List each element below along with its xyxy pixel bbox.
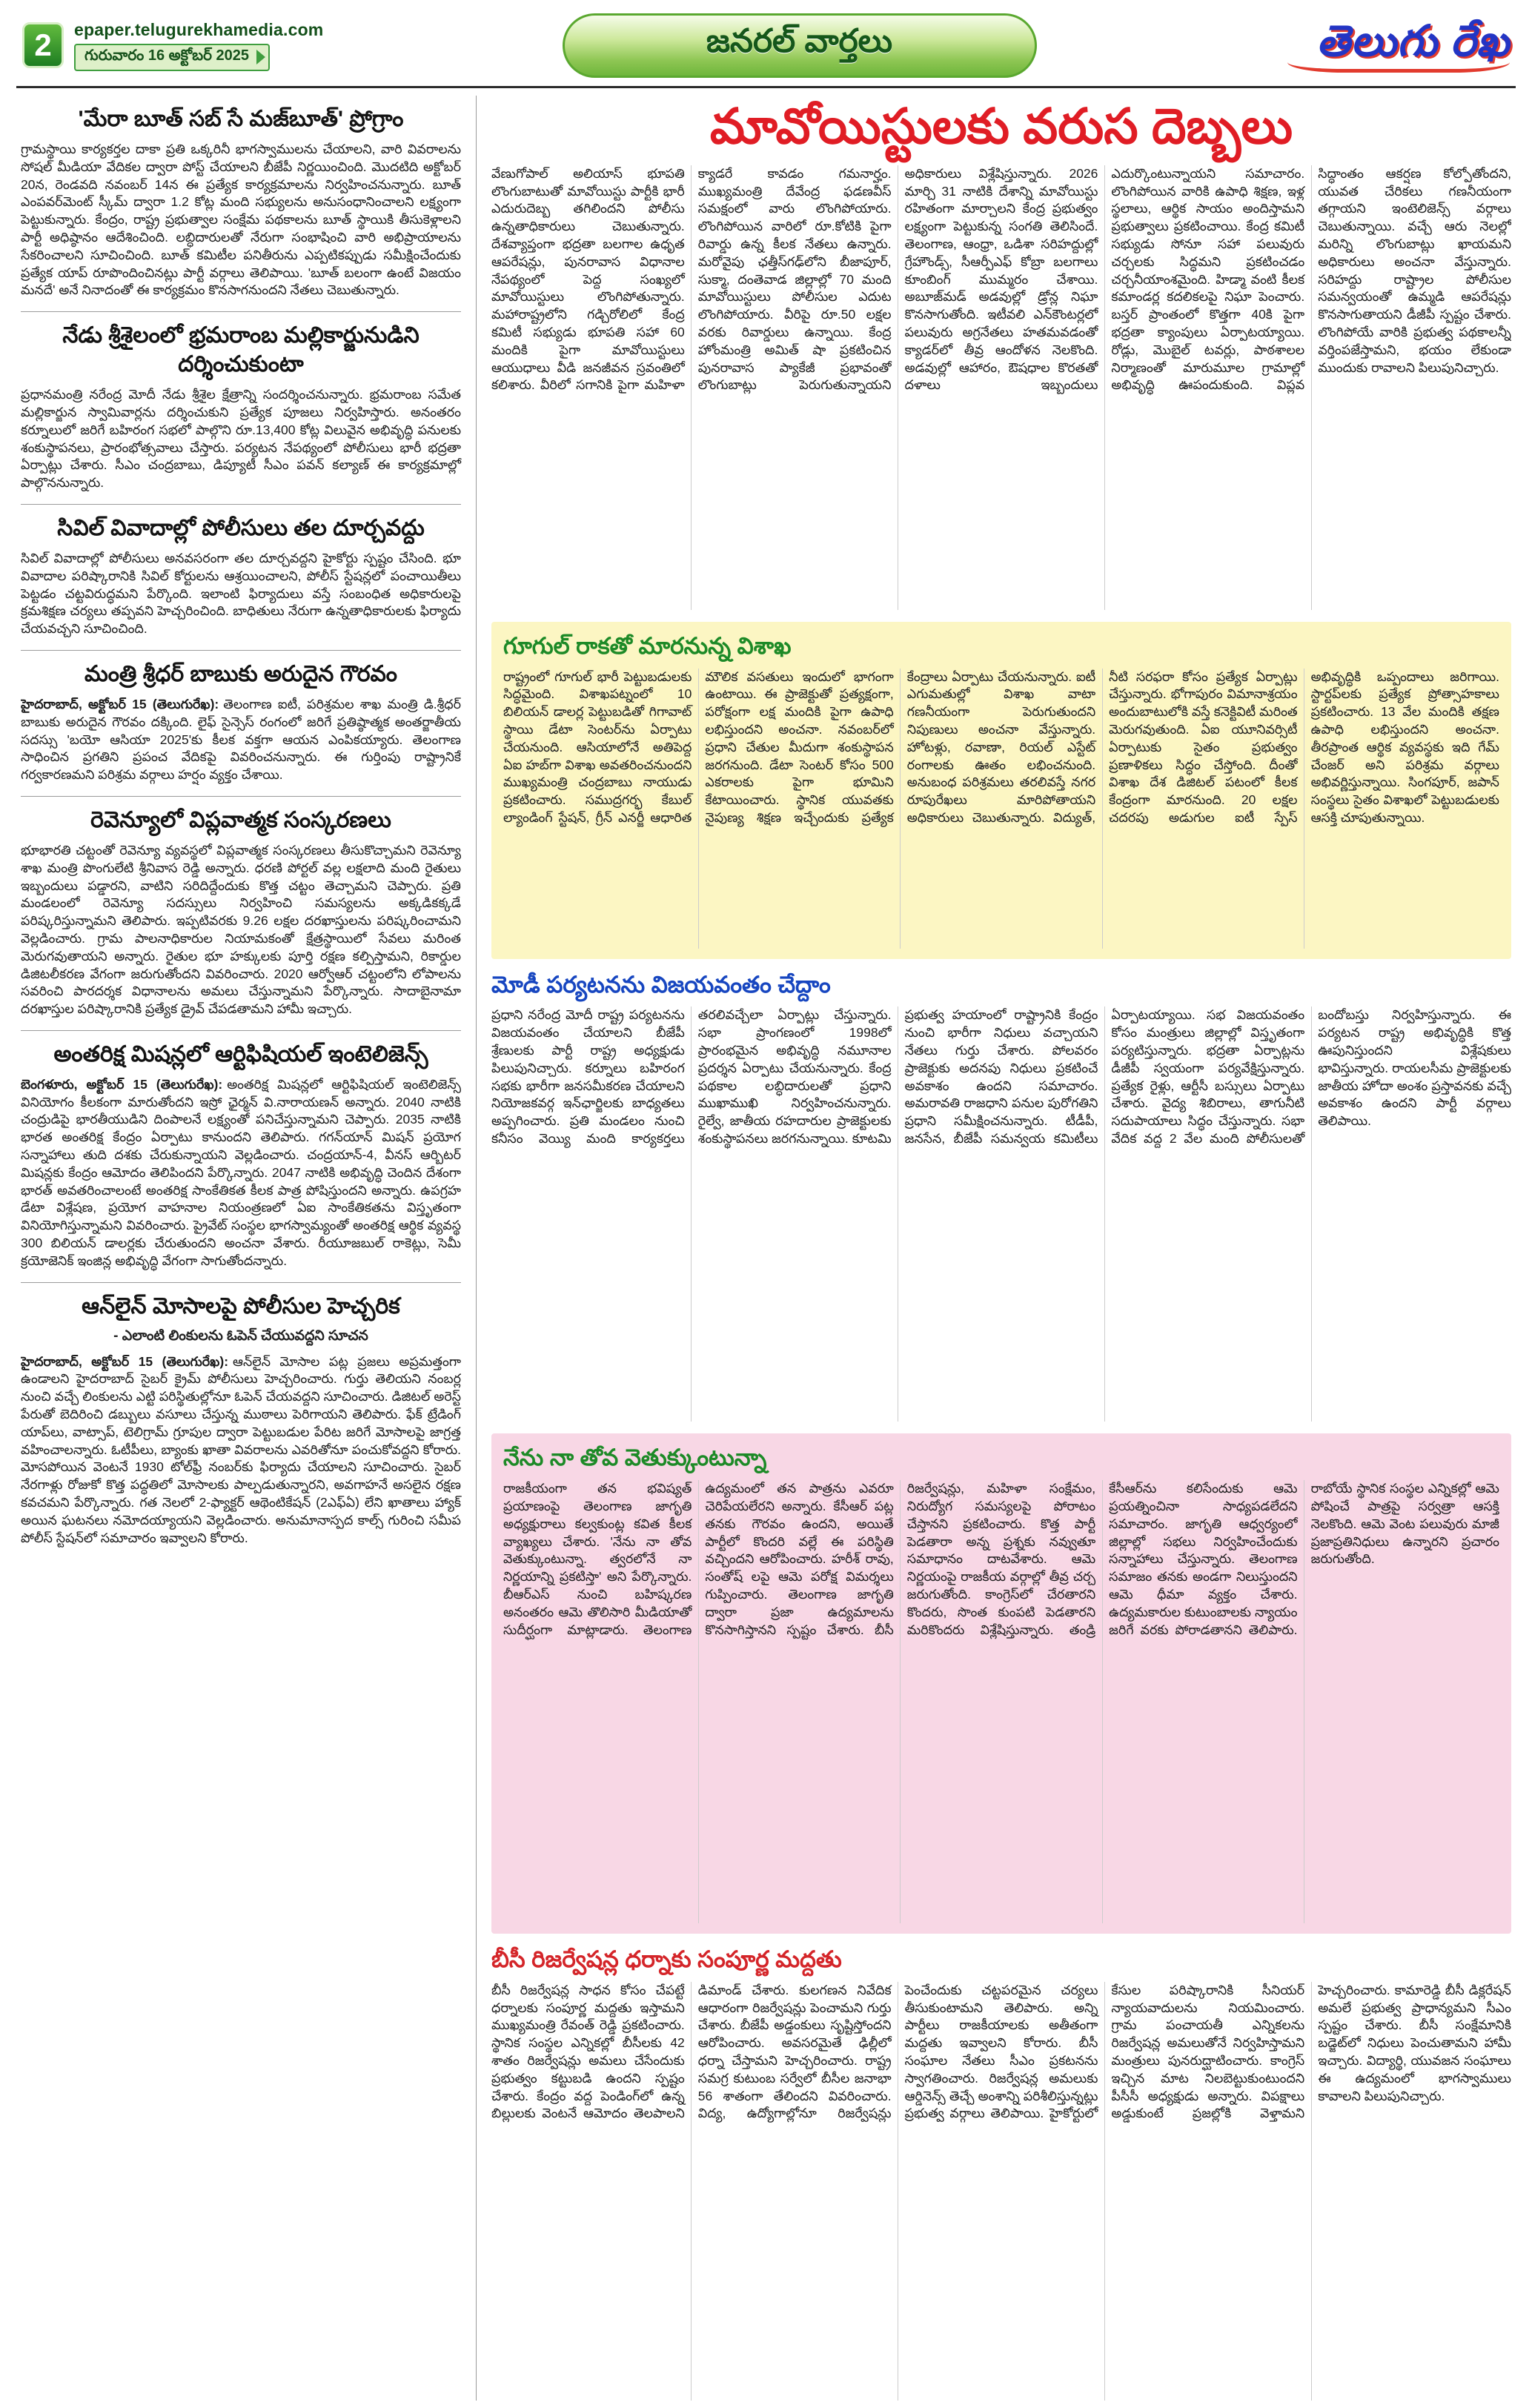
page-number-badge: 2 (22, 22, 64, 68)
article-dateline: హైదరాబాద్, అక్టోబర్ 15 (తెలుగురేఖ): (21, 696, 219, 712)
google-visakha-section (491, 622, 1511, 959)
article-text: అంతరిక్ష మిషన్లలో ఆర్టిఫిషియల్ ఇంటెలిజెన్స్ వినియోగం కీలకంగా మారుతోందని ఇస్రో ఛైర్మన్ వి.నారాయణన్ అన్నారు. 2040 నాటికి చంద్రుడిపై భారతీయుడిని దింపాలనే లక్ష్యంతో పనిచేస్తున్నామని చెప్పారు. 2035 నాటికి భారత అంతరిక్ష కేంద్రం ఏర్పాటు కానుందని తెలిపారు. గగన్‌యాన్ మిషన్ ప్రయోగ సన్నాహాలు తుది దశకు చేరుకున్నాయని వెల్లడించారు. చంద్రయాన్-4, వీనస్ ఆర్బిటర్ మిషన్లకు కేంద్రం ఆమోదం తెలిపిందని పేర్కొన్నారు. 2047 నాటికి అభివృద్ధి చెందిన దేశంగా భారత్ అవతరించాలంటే అంతరిక్ష సాంకేతికత కీలక పాత్ర పోషిస్తుందని అన్నారు. ఉపగ్రహ డేటా విశ్లేషణ, ప్రయోగ వాహనాల నియంత్రణలో ఏఐ సాంకేతికతను విస్తృతంగా వినియోగిస్తున్నామని వివరించారు. ప్రైవేట్ సంస్థల భాగస్వామ్యంతో అంతరిక్ష ఆర్థిక వ్యవస్థ 300 బిలియన్ డాలర్లకు చేరుతుందని అంచనా వేశారు. రీయూజబుల్ రాకెట్లు, సెమీ క్రయోజెనిక్ ఇంజిన్ల అభివృద్ధి వేగంగా సాగుతోందన్నారు. (21, 1076, 461, 1268)
article-subtitle: - ఎలాంటి లింకులను ఓపెన్ చేయువద్దని సూచన (113, 1327, 368, 1344)
article-text: సివిల్ వివాదాల్లో పోలీసులు అనవసరంగా తల దూర్చవద్దని హైకోర్టు స్పష్టం చేసింది. భూ వివాదాల పరిష్కారానికి సివిల్ కోర్టులను ఆశ్రయించాలని, పోలీస్ స్టేషన్లలో పంచాయితీలు పెట్టడం చట్టవిరుద్ధమని పేర్కొంది. ఇలాంటి ఫిర్యాదులు వస్తే సంబంధిత అధికారులపై క్రమశిక్షణ చర్యలు తప్పవని హెచ్చరించింది. బాధితులు నేరుగా ఉన్నతాధికారులకు ఫిర్యాదు చేయవచ్చని సూచించింది. (21, 550, 461, 637)
article-text: ప్రధానమంత్రి నరేంద్ర మోదీ నేడు శ్రీశైల క్షేత్రాన్ని సందర్శించనున్నారు. భ్రమరాంబ సమేత మల్లికార్జున స్వామివార్లను దర్శించుకుని ప్రత్యేక పూజలు నిర్వహిస్తారు. అనంతరం కర్నూలులో జరిగే బహిరంగ సభలో పాల్గొని రూ.13,400 కోట్ల విలువైన అభివృద్ధి పనులకు శంకుస్థాపనలు, ప్రారంభోత్సవాలు చేస్తారు. పర్యటన నేపథ్యంలో పోలీసులు భారీ భద్రతా ఏర్పాట్లు చేశారు. సీఎం చంద్రబాబు, డిప్యూటీ సీఎం పవన్ కల్యాణ్ ఈ కార్యక్రమాల్లో పాల్గొననున్నారు. (21, 387, 461, 491)
article-body (21, 550, 461, 638)
left-article (21, 1283, 461, 1559)
google-visakha-text: రాష్ట్రంలో గూగుల్ భారీ పెట్టుబడులకు సిద్ధమైంది. విశాఖపట్నంలో 10 బిలియన్ డాలర్ల పెట్టుబడితో గిగావాట్ స్థాయి డేటా సెంటర్‌ను ఏర్పాటు చేయనుంది. ఆసియాలోనే అతిపెద్ద ఏఐ హబ్‌గా విశాఖ అవతరించనుందని ముఖ్యమంత్రి చంద్రబాబు నాయుడు ప్రకటించారు. సముద్రగర్భ కేబుల్ ల్యాండింగ్ స్టేషన్, గ్రీన్ ఎనర్జీ ఆధారిత మౌలిక వసతులు ఇందులో భాగంగా ఉంటాయి. ఈ ప్రాజెక్టుతో ప్రత్యక్షంగా, పరోక్షంగా లక్ష మందికి పైగా ఉపాధి లభిస్తుందని అంచనా. నవంబర్‌లో ప్రధాని చేతుల మీదుగా శంకుస్థాపన జరగనుంది. డేటా సెంటర్ కోసం 500 ఎకరాలకు పైగా భూమిని కేటాయించారు. స్థానిక యువతకు నైపుణ్య శిక్షణ ఇచ్చేందుకు ప్రత్యేక కేంద్రాలు ఏర్పాటు చేయనున్నారు. ఐటీ ఎగుమతుల్లో విశాఖ వాటా గణనీయంగా పెరుగుతుందని నిపుణులు అంచనా వేస్తున్నారు. హోటళ్లు, రవాణా, రియల్ ఎస్టేట్ రంగాలకు ఊతం లభించనుంది. అనుబంధ పరిశ్రమలు తరలివస్తే నగర రూపురేఖలు మారిపోతాయని అధికారులు చెబుతున్నారు. విద్యుత్, నీటి సరఫరా కోసం ప్రత్యేక ఏర్పాట్లు చేస్తున్నారు. భోగాపురం విమానాశ్రయం అందుబాటులోకి వస్తే కనెక్టివిటీ మరింత మెరుగవుతుంది. ఏఐ యూనివర్సిటీ ఏర్పాటుకు సైతం ప్రభుత్వం ప్రణాళికలు సిద్ధం చేస్తోంది. దీంతో విశాఖ దేశ డిజిటల్ పటంలో కీలక కేంద్రంగా మారనుంది. 20 లక్షల చదరపు అడుగుల ఐటీ స్పేస్ అభివృద్ధికి ఒప్పందాలు జరిగాయి. స్టార్టప్‌లకు ప్రత్యేక ప్రోత్సాహకాలు ప్రకటించారు. 13 వేల మందికి తక్షణ ఉపాధి లభిస్తుందని అంచనా. తీరప్రాంత ఆర్థిక వ్యవస్థకు ఇది గేమ్ చేంజర్ అని పరిశ్రమ వర్గాలు అభివర్ణిస్తున్నాయి. సింగపూర్, జపాన్ సంస్థలు సైతం విశాఖలో పెట్టుబడులకు ఆసక్తి చూపుతున్నాయి. (503, 669, 1499, 826)
article-text: ఆన్‌లైన్ మోసాల పట్ల ప్రజలు అప్రమత్తంగా ఉండాలని హైదరాబాద్ సైబర్ క్రైమ్ పోలీసులు హెచ్చరించారు. గుర్తు తెలియని నంబర్ల నుంచి వచ్చే లింకులను ఎట్టి పరిస్థితుల్లోనూ ఓపెన్ చేయవద్దని సూచించారు. డిజిటల్ అరెస్ట్ పేరుతో బెదిరించి డబ్బులు వసూలు చేస్తున్న ముఠాలు పెరిగాయని తెలిపారు. ఫేక్ ట్రేడింగ్ యాప్‌లు, వాట్సాప్, టెలిగ్రామ్ గ్రూపుల ద్వారా పెట్టుబడుల పేరిట జరిగే మోసాలపై జాగ్రత్త వహించాలన్నారు. ఓటీపీలు, బ్యాంకు ఖాతా వివరాలను ఎవరితోనూ పంచుకోవద్దని కోరారు. మోసపోయిన వెంటనే 1930 టోల్‌ఫ్రీ నంబర్‌కు ఫిర్యాదు చేయాలని సూచించారు. సైబర్ నేరగాళ్లు రోజుకో కొత్త పద్ధతిలో మోసాలకు పాల్పడుతున్నారని, అవగాహనే అసలైన రక్షణ కవచమని పేర్కొన్నారు. గత నెలలో 2-ఫ్యాక్టర్ ఆథెంటికేషన్ (2ఎఫ్ఏ) లేని ఖాతాలు హ్యాక్ అయిన ఘటనలు నమోదయ్యాయని వెల్లడించారు. అనుమానాస్పద కాల్స్ గురించి సమీప పోలీస్ స్టేషన్‌లో సమాచారం ఇవ్వాలని కోరారు. (21, 1353, 461, 1545)
bc-reservation-section (491, 1946, 1511, 2401)
article-headline: నేడు శ్రీశైలంలో భ్రమరాంబ మల్లికార్జునుడిని దర్శించుకుంటా (62, 323, 420, 377)
left-article (21, 797, 461, 1031)
lead-headline: మావోయిస్టులకు వరుస దెబ్బలు (709, 99, 1293, 153)
section-banner (563, 13, 1037, 78)
article-text: భూభారతి చట్టంతో రెవెన్యూ వ్యవస్థలో విప్లవాత్మక సంస్కరణలు తీసుకొచ్చామని రెవెన్యూ శాఖ మంత్రి పొంగులేటి శ్రీనివాస రెడ్డి అన్నారు. ధరణి పోర్టల్ వల్ల లక్షలాది మంది రైతులు ఇబ్బందులు పడ్డారని, వాటిని సరిదిద్దేందుకు కొత్త చట్టం తెచ్చామని చెప్పారు. ప్రతి మండలంలో రెవెన్యూ సదస్సులు నిర్వహించి సమస్యలను అక్కడికక్కడే పరిష్కరిస్తున్నామని తెలిపారు. ఇప్పటివరకు 9.26 లక్షల దరఖాస్తులను పరిష్కరించామని వెల్లడించారు. గ్రామ పాలనాధికారుల నియామకంతో క్షేత్రస్థాయిలో సేవలు మరింత మెరుగవుతాయని అన్నారు. రైతుల భూ హక్కులకు పూర్తి రక్షణ కల్పిస్తామని, రికార్డుల డిజిటలీకరణ వేగంగా జరుగుతోందని వివరించారు. 2020 ఆర్వోఆర్ చట్టంలోని లోపాలను సవరించి పారదర్శక విధానాలను అమలు చేస్తున్నామని పేర్కొన్నారు. సాదాబైనామా దరఖాస్తుల పరిష్కారానికి ప్రత్యేక డ్రైవ్ చేపడతామని హామీ ఇచ్చారు. (21, 842, 461, 1017)
left-article (21, 505, 461, 651)
article-body (21, 141, 461, 299)
kavitha-section (491, 1433, 1511, 1934)
main-column (477, 96, 1511, 2401)
kavitha-text: రాజకీయంగా తన భవిష్యత్ ప్రయాణంపై తెలంగాణ జాగృతి అధ్యక్షురాలు కల్వకుంట్ల కవిత కీలక వ్యాఖ్యలు చేశారు. 'నేను నా తోవ వెతుక్కుంటున్నా. త్వరలోనే నా నిర్ణయాన్ని ప్రకటిస్తా' అని పేర్కొన్నారు. బీఆర్ఎస్ నుంచి బహిష్కరణ అనంతరం ఆమె తొలిసారి మీడియాతో సుదీర్ఘంగా మాట్లాడారు. తెలంగాణ ఉద్యమంలో తన పాత్రను ఎవరూ చెరిపేయలేరని అన్నారు. కేసీఆర్ పట్ల తనకు గౌరవం ఉందని, అయితే పార్టీలో కొందరి వల్లే ఈ పరిస్థితి వచ్చిందని ఆరోపించారు. హరీశ్ రావు, సంతోష్ లపై ఆమె పరోక్ష విమర్శలు గుప్పించారు. తెలంగాణ జాగృతి ద్వారా ప్రజా ఉద్యమాలను కొనసాగిస్తానని స్పష్టం చేశారు. బీసీ రిజర్వేషన్లు, మహిళా సంక్షేమం, నిరుద్యోగ సమస్యలపై పోరాటం చేస్తానని ప్రకటించారు. కొత్త పార్టీ పెడతారా అన్న ప్రశ్నకు నవ్వుతూ సమాధానం దాటవేశారు. ఆమె నిర్ణయంపై రాజకీయ వర్గాల్లో తీవ్ర చర్చ జరుగుతోంది. కాంగ్రెస్‌లో చేరతారని కొందరు, సొంత కుంపటి పెడతారని మరికొందరు విశ్లేషిస్తున్నారు. తండ్రి కేసీఆర్‌ను కలిసేందుకు ఆమె ప్రయత్నించినా సాధ్యపడలేదని సమాచారం. జాగృతి ఆధ్వర్యంలో జిల్లాల్లో సభలు నిర్వహించేందుకు సన్నాహాలు చేస్తున్నారు. తెలంగాణ సమాజం తనకు అండగా నిలుస్తుందని ఆమె ధీమా వ్యక్తం చేశారు. ఉద్యమకారుల కుటుంబాలకు న్యాయం జరిగే వరకు పోరాడతానని తెలిపారు. రాబోయే స్థానిక సంస్థల ఎన్నికల్లో ఆమె పోషించే పాత్రపై సర్వత్రా ఆసక్తి నెలకొంది. ఆమె వెంట పలువురు మాజీ ప్రజాప్రతినిధులు ఉన్నారని ప్రచారం జరుగుతోంది. (503, 1481, 1499, 1637)
article-headline: మంత్రి శ్రీధర్ బాబుకు అరుదైన గౌరవం (84, 661, 398, 686)
bc-reservation-headline: బీసీ రిజర్వేషన్ల ధర్నాకు సంపూర్ణ మద్దతు (491, 1946, 842, 1973)
article-headline: అంతరిక్ష మిషన్లలో ఆర్టిఫిషియల్ ఇంటెలిజెన్స్ (53, 1041, 428, 1067)
page-content (0, 88, 1532, 2401)
article-headline: ఆన్‌లైన్ మోసాలపై పోలీసుల హెచ్చరిక (82, 1293, 400, 1319)
masthead-logo (1161, 18, 1510, 73)
left-article (21, 312, 461, 505)
article-body (21, 1076, 461, 1270)
issue-date: గురువారం 16 అక్టోబర్ 2025 (84, 47, 250, 64)
masthead-title: తెలుగు రేఖ (1316, 17, 1510, 66)
modi-tour-headline: మోడీ పర్యటనను విజయవంతం చేద్దాం (491, 971, 831, 998)
lead-article-section (491, 165, 1511, 610)
left-article (21, 651, 461, 797)
article-body (21, 386, 461, 492)
masthead-swoosh-icon (1287, 62, 1510, 73)
modi-tour-text: ప్రధాని నరేంద్ర మోదీ రాష్ట్ర పర్యటనను విజయవంతం చేయాలని బీజేపీ శ్రేణులకు పార్టీ రాష్ట్ర అధ్యక్షుడు పిలుపునిచ్చారు. కర్నూలు బహిరంగ సభకు భారీగా జనసమీకరణ చేయాలని నియోజకవర్గ ఇన్‌ఛార్జిలకు బాధ్యతలు అప్పగించారు. ప్రతి మండలం నుంచి కనీసం వెయ్యి మంది కార్యకర్తలు తరలివచ్చేలా ఏర్పాట్లు చేస్తున్నారు. సభా ప్రాంగణంలో 1998లో ప్రారంభమైన అభివృద్ధి నమూనాల ప్రదర్శన ఏర్పాటు చేయనున్నారు. కేంద్ర పథకాల లబ్ధిదారులతో ప్రధాని ముఖాముఖి నిర్వహించనున్నారు. రైల్వే, జాతీయ రహదారుల ప్రాజెక్టులకు శంకుస్థాపనలు జరగనున్నాయి. కూటమి ప్రభుత్వ హయాంలో రాష్ట్రానికి కేంద్రం నుంచి భారీగా నిధులు వచ్చాయని నేతలు గుర్తు చేశారు. పోలవరం ప్రాజెక్టుకు అదనపు నిధులు ప్రకటించే అవకాశం ఉందని సమాచారం. అమరావతి రాజధాని పనుల పురోగతిని ప్రధాని సమీక్షించనున్నారు. టీడీపీ, జనసేన, బీజేపీ సమన్వయ కమిటీలు ఏర్పాటయ్యాయి. సభ విజయవంతం కోసం మంత్రులు జిల్లాల్లో విస్తృతంగా పర్యటిస్తున్నారు. భద్రతా ఏర్పాట్లను డీజీపీ స్వయంగా పర్యవేక్షిస్తున్నారు. ప్రత్యేక రైళ్లు, ఆర్టీసీ బస్సులు ఏర్పాటు చేశారు. వైద్య శిబిరాలు, తాగునీటి సదుపాయాలు సిద్ధం చేస్తున్నారు. సభా వేదిక వద్ద 2 వేల మంది పోలీసులతో బందోబస్తు నిర్వహిస్తున్నారు. ఈ పర్యటన రాష్ట్ర అభివృద్ధికి కొత్త ఊపునిస్తుందని విశ్లేషకులు భావిస్తున్నారు. రాయలసీమ ప్రాజెక్టులకు జాతీయ హోదా అంశం ప్రస్తావనకు వచ్చే అవకాశం ఉందని పార్టీ వర్గాలు తెలిపాయి. (491, 1007, 1511, 1146)
page-header (0, 0, 1532, 86)
left-column (21, 96, 477, 2401)
left-article (21, 1031, 461, 1283)
article-body (21, 842, 461, 1018)
ribbon-arrow-icon (256, 50, 265, 64)
article-body (21, 696, 461, 784)
header-left (22, 20, 437, 71)
epaper-url[interactable]: epaper.telugurekhamedia.com (74, 19, 324, 39)
google-visakha-headline: గూగుల్ రాకతో మారనున్న విశాఖ (503, 632, 792, 659)
article-body (21, 1353, 461, 1548)
article-text: తెలంగాణ ఐటీ, పరిశ్రమల శాఖ మంత్రి డి.శ్రీధర్ బాబుకు అరుదైన గౌరవం దక్కింది. లైఫ్ సైన్సెస్ రంగంలో జరిగే ప్రతిష్ఠాత్మక అంతర్జాతీయ సదస్సు 'బయో ఆసియా 2025'కు కీలక వక్తగా ఆయన ఎంపికయ్యారు. తెలంగాణ సాధించిన ప్రగతిని ప్రపంచ వేదికపై వివరించనున్నారు. ఈ గుర్తింపు రాష్ట్రానికే గర్వకారణమని పరిశ్రమ వర్గాలు హర్షం వ్యక్తం చేశాయి. (21, 696, 461, 783)
article-dateline: హైదరాబాద్, అక్టోబర్ 15 (తెలుగురేఖ): (21, 1353, 229, 1369)
date-ribbon (74, 44, 270, 71)
article-headline: సివిల్ వివాదాల్లో పోలీసులు తల దూర్చవద్దు (57, 515, 425, 540)
bc-reservation-text: బీసీ రిజర్వేషన్ల సాధన కోసం చేపట్టే ధర్నాలకు సంపూర్ణ మద్దతు ఇస్తామని ముఖ్యమంత్రి రేవంత్ రెడ్డి ప్రకటించారు. స్థానిక సంస్థల ఎన్నికల్లో బీసీలకు 42 శాతం రిజర్వేషన్లు అమలు చేసేందుకు ప్రభుత్వం కట్టుబడి ఉందని స్పష్టం చేశారు. కేంద్రం వద్ద పెండింగ్‌లో ఉన్న బిల్లులకు వెంటనే ఆమోదం తెలపాలని డిమాండ్ చేశారు. కులగణన నివేదిక ఆధారంగా రిజర్వేషన్లు పెంచామని గుర్తు చేశారు. బీజేపీ అడ్డంకులు సృష్టిస్తోందని ఆరోపించారు. అవసరమైతే ఢిల్లీలో ధర్నా చేస్తామని హెచ్చరించారు. రాష్ట్ర సమగ్ర కుటుంబ సర్వేలో బీసీల జనాభా 56 శాతంగా తేలిందని వివరించారు. విద్య, ఉద్యోగాల్లోనూ రిజర్వేషన్లు పెంచేందుకు చట్టపరమైన చర్యలు తీసుకుంటామని తెలిపారు. అన్ని పార్టీలు రాజకీయాలకు అతీతంగా మద్దతు ఇవ్వాలని కోరారు. బీసీ సంఘాల నేతలు సీఎం ప్రకటనను స్వాగతించారు. రిజర్వేషన్ల అమలుకు ఆర్డినెన్స్ తెచ్చే అంశాన్ని పరిశీలిస్తున్నట్లు ప్రభుత్వ వర్గాలు తెలిపాయి. హైకోర్టులో కేసుల పరిష్కారానికి సీనియర్ న్యాయవాదులను నియమించారు. గ్రామ పంచాయతీ ఎన్నికలను రిజర్వేషన్ల అమలుతోనే నిర్వహిస్తామని మంత్రులు పునరుద్ఘాటించారు. కాంగ్రెస్ ఇచ్చిన మాట నిలబెట్టుకుంటుందని పీసీసీ అధ్యక్షుడు అన్నారు. విపక్షాలు అడ్డుకుంటే ప్రజల్లోకి వెళ్తామని హెచ్చరించారు. కామారెడ్డి బీసీ డిక్లరేషన్ అమలే ప్రభుత్వ ప్రాధాన్యమని సీఎం స్పష్టం చేశారు. బీసీ సంక్షేమానికి బడ్జెట్‌లో నిధులు పెంచుతామని హామీ ఇచ్చారు. విద్యార్థి, యువజన సంఘాలు ఈ ఉద్యమంలో భాగస్వాములు కావాలని పిలుపునిచ్చారు. (491, 1982, 1511, 2121)
kavitha-headline: నేను నా తోవ వెతుక్కుంటున్నా (503, 1445, 767, 1471)
article-headline: 'మేరా బూత్ సబ్ సే మజ్‌బూత్' ప్రోగ్రాం (78, 107, 404, 131)
header-left-text (74, 20, 323, 71)
article-dateline: బెంగళూరు, అక్టోబర్ 15 (తెలుగురేఖ): (21, 1076, 223, 1092)
lead-article-text: వేణుగోపాల్ అలియాస్ భూపతి లొంగుబాటుతో మావోయిస్టు పార్టీకి భారీ ఎదురుదెబ్బ తగిలిందని పోలీసు ఉన్నతాధికారులు చెబుతున్నారు. దేశవ్యాప్తంగా భద్రతా బలగాల ఉధృత ఆపరేషన్లు, పునరావాస విధానాల నేపథ్యంలో పెద్ద సంఖ్యలో మావోయిస్టులు లొంగిపోతున్నారు. మహారాష్ట్రలోని గడ్చిరోలిలో కేంద్ర కమిటీ సభ్యుడు భూపతి సహా 60 మందికి పైగా మావోయిస్టులు ఆయుధాలు వీడి జనజీవన స్రవంతిలో కలిశారు. వీరిలో సగానికి పైగా మహిళా క్యాడరే కావడం గమనార్హం. ముఖ్యమంత్రి దేవేంద్ర ఫడణవీస్ సమక్షంలో వారు లొంగిపోయారు. లొంగిపోయిన వారిలో రూ.కోటికి పైగా రివార్డు ఉన్న కీలక నేతలు ఉన్నారు. మరోవైపు ఛత్తీస్‌గఢ్‌లోని బీజాపూర్, సుక్మా, దంతెవాడ జిల్లాల్లో 70 మంది మావోయిస్టులు పోలీసుల ఎదుట లొంగిపోయారు. వీరిపై రూ.50 లక్షల వరకు రివార్డులు ఉన్నాయి. కేంద్ర హోంమంత్రి అమిత్ షా ప్రకటించిన పునరావాస ప్యాకేజీ ప్రభావంతో లొంగుబాట్లు పెరుగుతున్నాయని అధికారులు విశ్లేషిస్తున్నారు. 2026 మార్చి 31 నాటికి దేశాన్ని మావోయిస్టు రహితంగా మార్చాలని కేంద్ర ప్రభుత్వం లక్ష్యంగా పెట్టుకున్న సంగతి తెలిసిందే. తెలంగాణ, ఆంధ్రా, ఒడిశా సరిహద్దుల్లో గ్రేహౌండ్స్, సీఆర్పీఎఫ్ కోబ్రా బలగాలు కూంబింగ్ ముమ్మరం చేశాయి. అబూజ్‌మడ్ అడవుల్లో డ్రోన్ల నిఘా కొనసాగుతోంది. ఇటీవలి ఎన్‌కౌంటర్లలో పలువురు అగ్రనేతలు హతమవడంతో క్యాడర్‌లో తీవ్ర ఆందోళన నెలకొంది. అడవుల్లో ఆహారం, ఔషధాల కొరతతో దళాలు ఇబ్బందులు ఎదుర్కొంటున్నాయని సమాచారం. లొంగిపోయిన వారికి ఉపాధి శిక్షణ, ఇళ్ల స్థలాలు, ఆర్థిక సాయం అందిస్తామని ప్రభుత్వాలు ప్రకటించాయి. కేంద్ర కమిటీ సభ్యుడు సోనూ సహా పలువురు చర్చలకు సిద్ధమని ప్రకటించడం చర్చనీయాంశమైంది. హిడ్మా వంటి కీలక కమాండర్ల కదలికలపై నిఘా పెంచారు. బస్తర్ ప్రాంతంలో కొత్తగా 40కి పైగా భద్రతా క్యాంపులు ఏర్పాటయ్యాయి. రోడ్లు, మొబైల్ టవర్లు, పాఠశాలల నిర్మాణంతో మారుమూల గ్రామాల్లో అభివృద్ధి ఊపందుకుంది. విప్లవ సిద్ధాంతం ఆకర్షణ కోల్పోతోందని, యువత చేరికలు గణనీయంగా తగ్గాయని ఇంటెలిజెన్స్ వర్గాలు చెబుతున్నాయి. వచ్చే ఆరు నెలల్లో మరిన్ని లొంగుబాట్లు ఖాయమని అధికారులు అంచనా వేస్తున్నారు. సరిహద్దు రాష్ట్రాల పోలీసుల సమన్వయంతో ఉమ్మడి ఆపరేషన్లు కొనసాగుతాయని డీజీపీ స్పష్టం చేశారు. లొంగిపోయే వారికి ప్రభుత్వ పథకాలన్నీ వర్తింపజేస్తామని, భయం లేకుండా ముందుకు రావాలని పిలుపునిచ్చారు. (491, 165, 1511, 393)
modi-tour-section (491, 971, 1511, 1422)
left-article (21, 96, 461, 312)
section-banner-label: జనరల్ వార్తలు (706, 22, 893, 59)
article-text: గ్రామస్థాయి కార్యకర్తల దాకా ప్రతి ఒక్కరినీ భాగస్వాములను చేయాలని, వారి వివరాలను సోషల్ మీడియా వేదికల ద్వారా పోస్ట్ చేయాలని బీజేపీ నిర్ణయించింది. మొదటిది అక్టోబర్ 20న, రెండవది నవంబర్ 14న ఈ ప్రత్యేక కార్యక్రమాలను నిర్వహించనున్నారు. బూత్ ఎంపవర్‌మెంట్ స్కీమ్ ద్వారా 1.2 కోట్ల మంది సభ్యులను అనుసంధానించాలని లక్ష్యంగా పెట్టుకున్నారు. కేంద్రం, రాష్ట్ర ప్రభుత్వాల సంక్షేమ పథకాలను బూత్ స్థాయికి తీసుకెళ్లాలని పార్టీ అధిష్ఠానం ఆదేశించింది. లబ్ధిదారులతో నేరుగా సంభాషించి వారి అభిప్రాయాలను సేకరించాలని సూచించింది. బూత్ కమిటీల పనితీరును ఎప్పటికప్పుడు సమీక్షించేందుకు ప్రత్యేక యాప్ రూపొందించినట్లు పార్టీ వర్గాలు తెలిపాయి. 'బూత్ బలంగా ఉంటే విజయం మనదే' అనే నినాదంతో ఈ కార్యక్రమం కొనసాగనుందని నేతలు చెబుతున్నారు. (21, 142, 461, 298)
article-headline: రెవెన్యూలో విప్లవాత్మక సంస్కరణలు (90, 807, 391, 832)
